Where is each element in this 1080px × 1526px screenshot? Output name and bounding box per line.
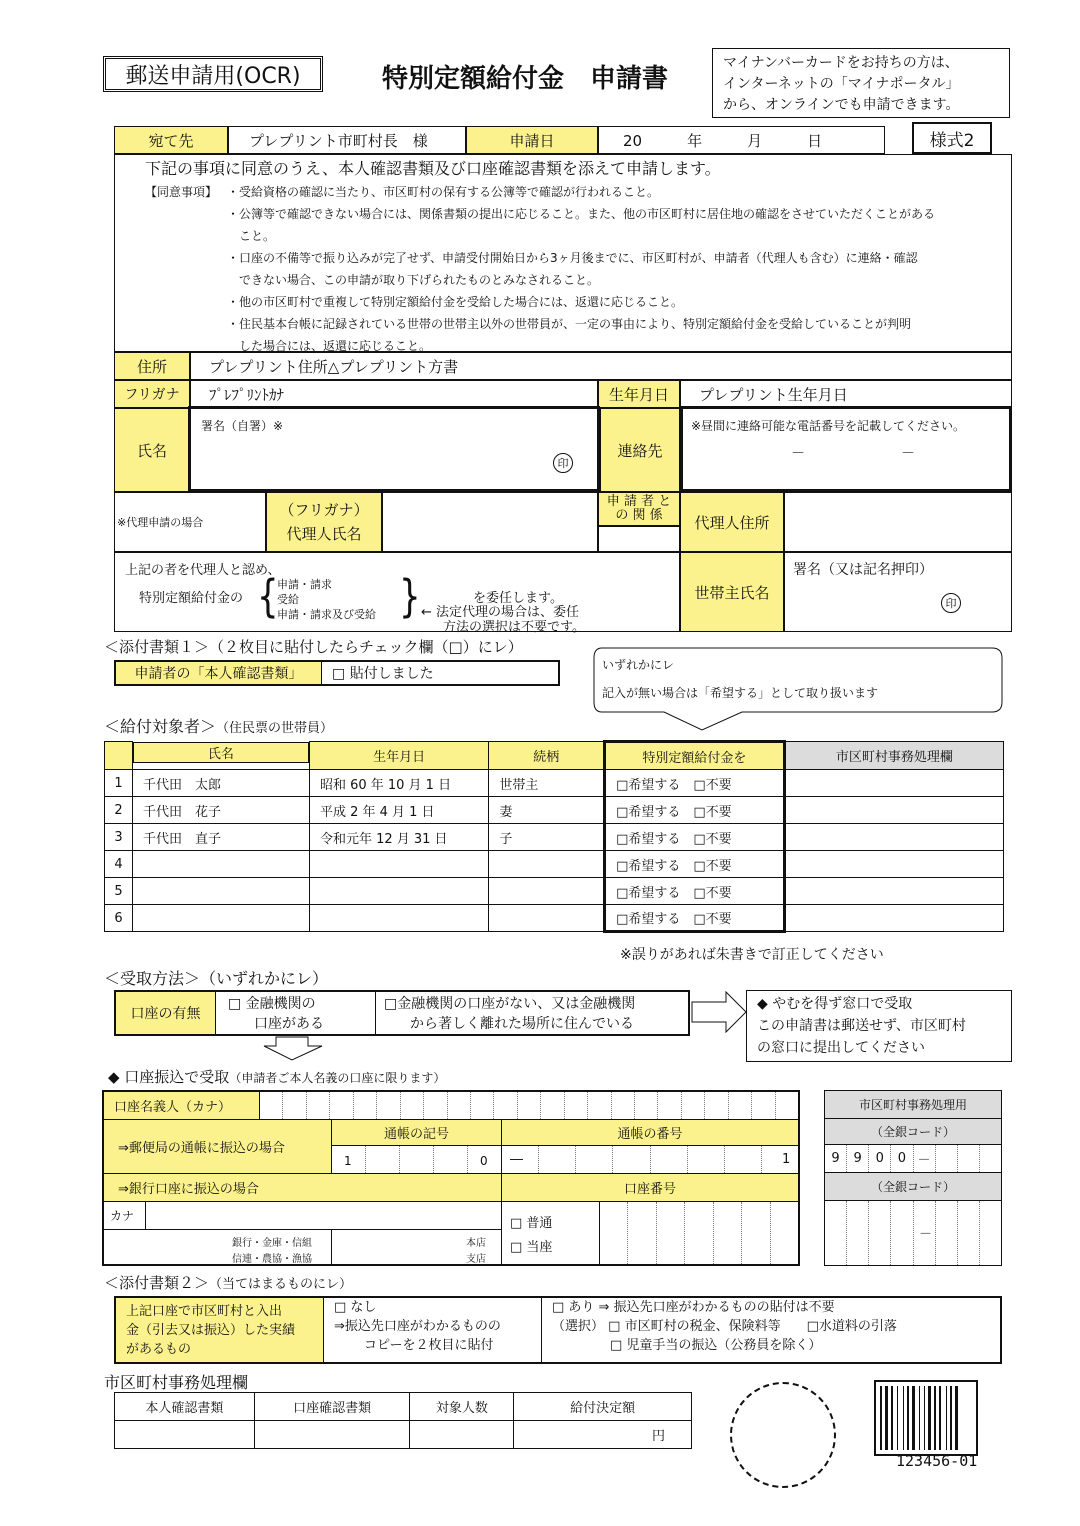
stamp-circle <box>730 1382 836 1488</box>
address-label: 住所 <box>114 352 190 380</box>
phone-sep: － <box>791 446 805 462</box>
attach2-none[interactable]: □ なし ⇒振込先口座がわかるものの コピーを２枚目に貼付 <box>324 1298 542 1362</box>
footer-table: 本人確認書類 口座確認書類 対象人数 給付決定額 円 <box>114 1392 692 1449</box>
contact-note: ※昼間に連絡可能な電話番号を記載してください。 <box>691 419 966 433</box>
kana-label: カナ <box>104 1202 146 1230</box>
wish-choice[interactable]: □希望する □不要 <box>605 824 785 851</box>
agreement-line: ・受給資格の確認に当たり、市区町村の保有する公簿等で確認が行われること。 <box>227 185 660 199</box>
symbol-label: 通帳の記号 <box>332 1120 502 1146</box>
wish-choice[interactable]: □希望する □不要 <box>605 851 785 878</box>
bank-kana-input[interactable] <box>146 1202 502 1230</box>
beneficiaries-table <box>104 740 1004 933</box>
bank-label: ⇒銀行口座に振込の場合 <box>104 1174 502 1202</box>
wish-choice[interactable]: □希望する □不要 <box>605 797 785 824</box>
receive-row <box>114 990 690 1036</box>
barcode-icon <box>874 1380 978 1456</box>
arrow-right-icon <box>690 990 750 1034</box>
table-row: 4 □希望する □不要 <box>105 851 1004 878</box>
address-value: プレプリント住所△プレプリント方書 <box>190 352 1012 380</box>
table-row: 1 千代田 太郎 昭和 60 年 10 月 1 日 世帯主 □希望する □不要 <box>105 770 1004 797</box>
attach2-yes[interactable]: □ あり ⇒ 振込先口座がわかるものの貼付は不要 （選択） □ 市区町村の税金、保険料等 □水道料の引落 □ 児童手当の振込（公務員を除く） <box>552 1300 897 1353</box>
attach2-heading: ＜添付書類２＞（当てはまるものにレ） <box>104 1274 353 1292</box>
correction-note: ※誤りがあれば朱書きで訂正してください <box>620 947 884 963</box>
attach2-box <box>114 1296 1002 1364</box>
delegation-box: 上記の者を代理人と認め、 特別定額給付金の { 申請・請求 受給 申請・請求及び受給 } を委任します。 ← 法定代理の場合は、委任 方法の選択は不要です。 <box>114 552 680 632</box>
table-row: 5 □希望する □不要 <box>105 878 1004 905</box>
agreement-line: こと。 <box>227 229 276 243</box>
col-wish: 特別定額給付金を <box>605 742 785 770</box>
holder-label: 口座名義人（カナ） <box>104 1092 260 1120</box>
account-no-label: 口座番号 <box>502 1174 798 1202</box>
wish-choice[interactable]: □希望する □不要 <box>605 905 785 932</box>
symbol-input[interactable] <box>332 1146 502 1174</box>
bubble-line-1: いずれかにレ <box>602 658 675 672</box>
contact-label: 連絡先 <box>600 408 680 492</box>
relation-label: 申 請 者 と の 関 係 <box>598 492 680 526</box>
account-type[interactable]: □ 普通 □ 当座 <box>502 1202 600 1264</box>
relation-field[interactable] <box>598 526 680 552</box>
arrow-down-icon <box>262 1036 324 1062</box>
to-label: 宛て先 <box>114 126 228 154</box>
online-note: マイナンバーカードをお持ちの方は、 インターネットの「マイナポータル」 から、オンラインでも申請できます。 <box>712 48 1010 118</box>
signature-field[interactable] <box>188 406 600 492</box>
transfer-heading: ◆ 口座振込で受取（申請者ご本人名義の口座に限ります） <box>108 1068 446 1086</box>
phone-sep: － <box>901 446 915 462</box>
birth-label: 生年月日 <box>598 380 680 408</box>
to-value: プレプリント市町村長 様 <box>228 126 466 154</box>
holder-input[interactable] <box>260 1092 798 1120</box>
seal-mark: 印 <box>553 453 573 473</box>
attach1-label: 申請者の「本人確認書類」 <box>116 662 322 684</box>
office-code-1: 9 9 0 0 － <box>825 1145 1001 1173</box>
proxy-address-label: 代理人住所 <box>680 492 784 552</box>
agreement-label: 【同意事項】 <box>145 185 218 199</box>
date-value[interactable]: 20 年 月 日 <box>598 126 885 154</box>
form-title: 特別定額給付金 申請書 <box>382 64 669 94</box>
agreement-line: ・住民基本台帳に記録されている世帯の世帯主以外の世帯員が、一定の事由により、特別定額給付金を受給していることが判明 <box>227 317 912 331</box>
number-label: 通帳の番号 <box>502 1120 798 1146</box>
account-no-input[interactable] <box>600 1202 798 1264</box>
office-box: 市区町村事務処理用 （全銀コード） 9 9 0 0 － （全銀コード） － <box>824 1090 1002 1266</box>
name-label: 氏名 <box>114 408 190 492</box>
footer-title: 市区町村事務処理欄 <box>104 1373 249 1392</box>
attach1-heading: ＜添付書類１＞（２枚目に貼付したらチェック欄（□）にレ） <box>104 638 523 656</box>
table-row: 3 千代田 直子 令和元年 12 月 31 日 子 □希望する □不要 <box>105 824 1004 851</box>
barcode-number: 123456-01 <box>896 1452 978 1470</box>
agreement-line: ・公簿等で確認できない場合には、関係書類の提出に応じること。また、他の市区町村に居住地の確認をさせていただくことがある <box>227 207 936 221</box>
date-label: 申請日 <box>466 126 598 154</box>
account-label: 口座の有無 <box>116 992 216 1034</box>
form-number: 様式2 <box>912 122 992 154</box>
wish-choice[interactable]: □希望する □不要 <box>605 878 785 905</box>
attach2-label: 上記口座で市区町村と入出 金（引去又は振込）した実績 があるもの <box>116 1298 324 1362</box>
agreement-heading: 下記の事項に同意のうえ、本人確認書類及び口座確認書類を添えて申請します。 <box>145 159 721 178</box>
receive-heading: ＜受取方法＞（いずれかにレ） <box>104 969 329 988</box>
proxy-address-field[interactable] <box>784 492 1012 552</box>
head-field[interactable]: 署名（又は記名押印） 印 <box>784 552 1012 632</box>
postal-label: ⇒郵便局の通帳に振込の場合 <box>104 1120 332 1174</box>
proxy-name-label: （フリガナ） 代理人氏名 <box>266 492 382 552</box>
col-name: 氏名 <box>133 742 309 763</box>
agreement-line: できない場合、この申請が取り下げられたものとみなされること。 <box>227 273 600 287</box>
col-relation: 続柄 <box>489 742 605 770</box>
birth-value: プレプリント生年月日 <box>680 380 1012 408</box>
wish-choice[interactable]: □希望する □不要 <box>605 770 785 797</box>
table-row: 2 千代田 花子 平成 2 年 4 月 1 日 妻 □希望する □不要 <box>105 797 1004 824</box>
window-note: ◆ やむを得ず窓口で受取 この申請書は郵送せず、市区町村 の窓口に提出してください <box>746 990 1012 1062</box>
opt-no-account[interactable]: □金融機関の口座がない、又は金融機関 から著しく離れた場所に住んでいる <box>384 996 636 1032</box>
number-input[interactable] <box>502 1146 798 1174</box>
table-row: 6 □希望する □不要 <box>105 905 1004 932</box>
proxy-note: ※代理申請の場合 <box>114 492 266 552</box>
furigana-value: ﾌﾟﾚﾌﾟﾘﾝﾄｶﾅ <box>190 380 598 408</box>
col-birth: 生年月日 <box>309 742 488 770</box>
contact-field[interactable] <box>680 406 1012 492</box>
attach1-check[interactable]: □ 貼付しました <box>332 666 434 682</box>
furigana-label: フリガナ <box>114 380 190 408</box>
agreement-box <box>114 154 1012 352</box>
office-code-2 <box>825 1201 1001 1265</box>
opt-has-account[interactable]: □ 金融機関の 口座がある <box>216 992 376 1034</box>
agreement-line: ・他の市区町村で重複して特別定額給付金を受給した場合には、返還に応じること。 <box>227 295 684 309</box>
attach1-row <box>114 660 560 686</box>
col-office: 市区町村事務処理欄 <box>784 742 1003 770</box>
agreement-line: した場合には、返還に応じること。 <box>227 339 432 353</box>
signature-note: 署名（自署）※ <box>201 419 284 433</box>
proxy-name-field[interactable] <box>382 492 598 552</box>
bubble-line-2: 記入が無い場合は「希望する」として取り扱います <box>602 686 879 700</box>
beneficiaries-heading: ＜給付対象者＞（住民票の世帯員） <box>104 717 334 736</box>
head-label: 世帯主氏名 <box>680 552 784 632</box>
mail-label: 郵送申請用(OCR) <box>103 56 323 92</box>
transfer-box: 口座名義人（カナ） ⇒郵便局の通帳に振込の場合 通帳の記号 通帳の番号 1 0 ― 1 ⇒銀行口座に振込の場合 口座番号 カナ 銀行・金庫・信組 信連・農協・漁協 本店 支店 □ 普通 □ 当座 <box>102 1090 800 1266</box>
agreement-line: ・口座の不備等で振り込みが完了せず、申請受付開始日から3ヶ月後までに、市区町村が、申請者（代理人も含む）に連絡・確認 <box>227 251 918 265</box>
